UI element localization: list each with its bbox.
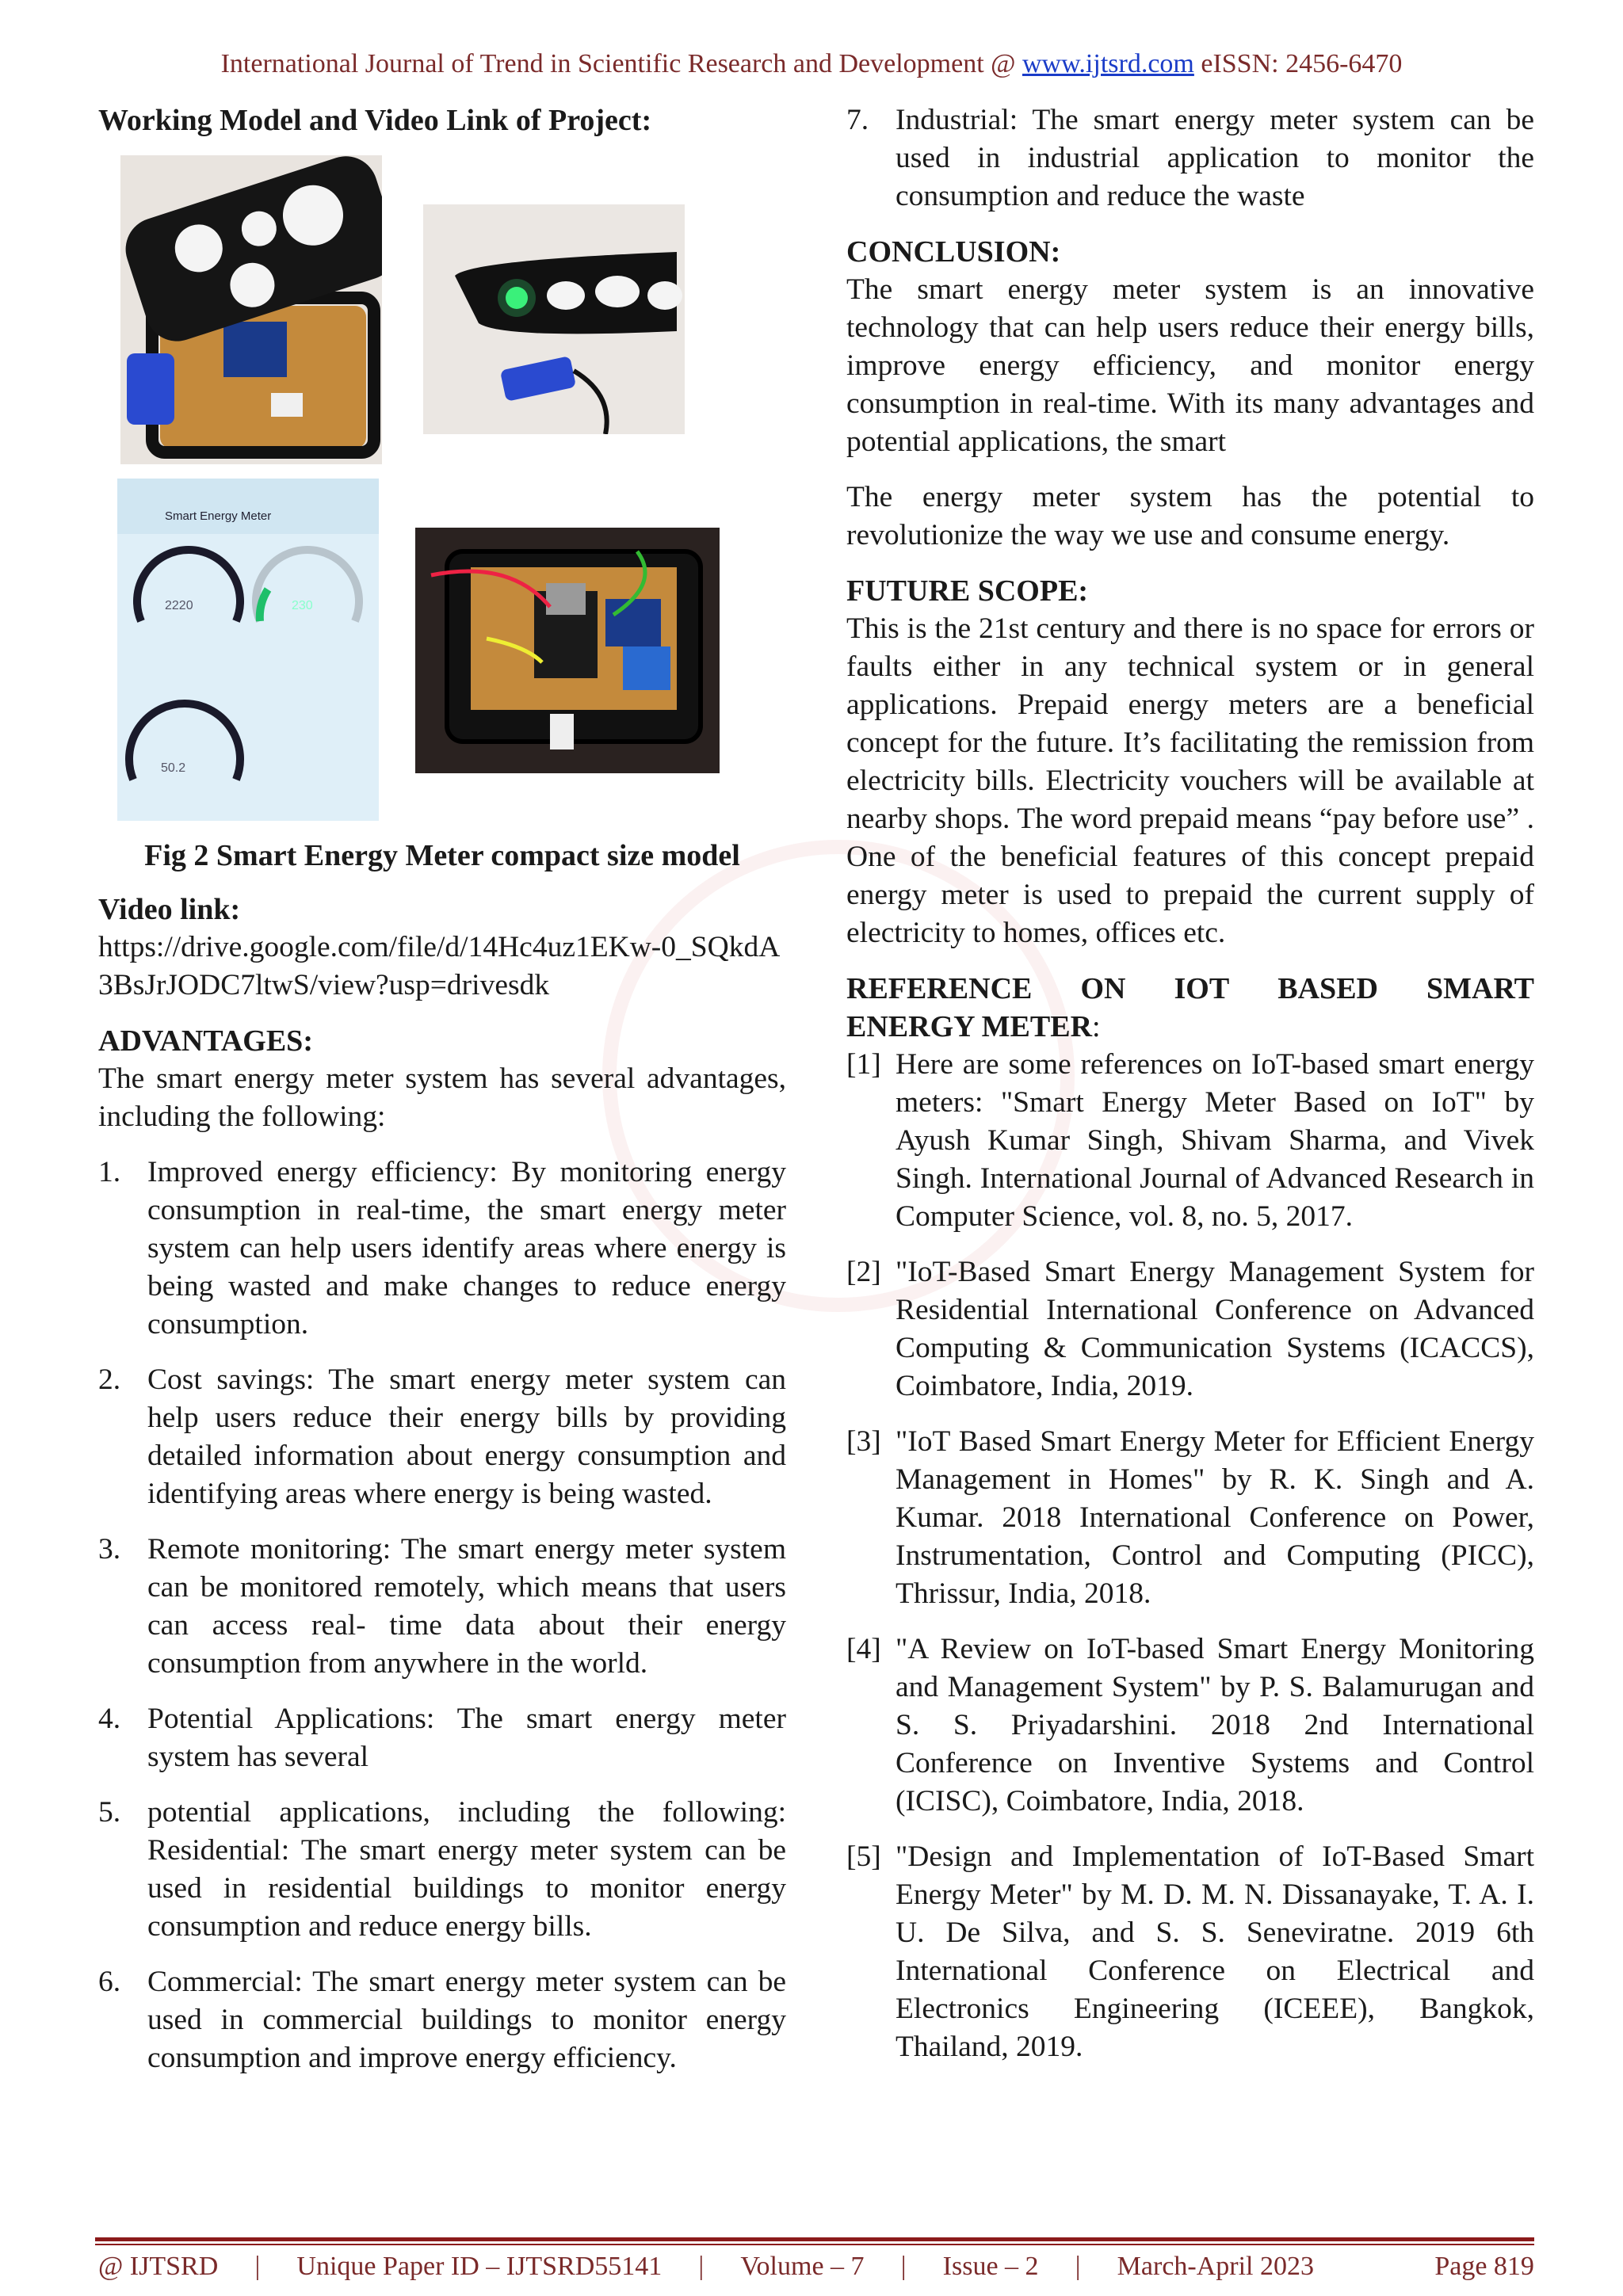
- list-item-text: Industrial: The smart energy meter system can be used in industrial application to monitor the consumption and reduce the waste: [896, 104, 1534, 212]
- advantages-list-continued: [846, 101, 1534, 215]
- list-item-number: 3.: [98, 1533, 121, 1566]
- left-column: [98, 101, 786, 2095]
- references-list: [846, 1046, 1534, 2066]
- list-item: [846, 101, 1534, 215]
- list-item: [98, 1531, 786, 1683]
- page-header: [0, 49, 1623, 79]
- reference-item: [846, 1423, 1534, 1613]
- reference-number: [3]: [846, 1425, 881, 1458]
- heading-word: IOT: [1174, 972, 1230, 1005]
- header-url-link[interactable]: www.ijtsrd.com: [1022, 49, 1194, 78]
- working-model-heading: Working Model and Video Link of Project:: [98, 104, 652, 137]
- list-item-text: Potential Applications: The smart energy meter system has several: [147, 1703, 786, 1773]
- conclusion-paragraph-1: The smart energy meter system is an innovative technology that can help users reduce their energy bills, improve energy efficiency, and monitor energy consumption in real-time. With its many advantages and potential applications, the smart: [846, 273, 1534, 458]
- future-scope-heading: FUTURE SCOPE:: [846, 574, 1089, 608]
- references-section: [846, 970, 1534, 1046]
- reference-item: [846, 1046, 1534, 1236]
- footer-issue: Issue – 2: [942, 2252, 1039, 2281]
- footer-separator: |: [254, 2252, 261, 2281]
- page-footer: [98, 2252, 1534, 2282]
- future-scope-paragraph: This is the 21st century and there is no space for errors or faults either in any technical system or in general applications. Prepaid energy meters are a beneficial concept for the future. It’s facilitating the remission from electricity bills. Electricity vouchers will be available at nearby shops. The word prepaid means “pay before use” . One of the beneficial features of this concept prepaid energy meter is used to prepaid the current supply of electricity to homes, offices etc.: [846, 612, 1534, 949]
- app-title-text: Smart Energy Meter: [165, 509, 272, 523]
- reference-item: [846, 1253, 1534, 1405]
- reference-item: [846, 1630, 1534, 1821]
- reference-text: "IoT Based Smart Energy Meter for Efficient Energy Management in Homes" by R. K. Singh and A. Kumar. 2018 International Conference on Power, Instrumentation, Control and Computing (PICC), Thrissur, India, 2018.: [896, 1425, 1534, 1610]
- advantages-intro: The smart energy meter system has several advantages, including the following:: [98, 1062, 786, 1133]
- heading-word: BASED: [1277, 972, 1378, 1005]
- list-item-text: Improved energy efficiency: By monitoring energy consumption in real-time, the smart energy meter system can help users identify areas where energy is being wasted and make changes to reduce energy consumption.: [147, 1156, 786, 1341]
- footer-paper-id: Unique Paper ID – IJTSRD55141: [296, 2252, 663, 2281]
- gauge-voltage-value: 2220: [165, 599, 193, 612]
- reference-text: "IoT-Based Smart Energy Management System for Residential International Conference on Advanced Computing & Communication Systems (ICACCS), Coimbatore, India, 2019.: [896, 1256, 1534, 1402]
- conclusion-section: [846, 233, 1534, 461]
- gauge-current-value: 230: [292, 599, 313, 612]
- video-link-section: [98, 891, 786, 1005]
- advantages-list: [98, 1154, 786, 2077]
- photo-meter-enclosure-open: [120, 155, 382, 464]
- list-item-text: potential applications, including the following: Residential: The smart energy meter system can be used in residential buildings to monitor energy consumption and reduce energy bills.: [147, 1796, 786, 1943]
- reference-number: [4]: [846, 1633, 881, 1665]
- photo-circuit-board: [415, 528, 720, 773]
- photo-meter-closed-led: [423, 204, 685, 434]
- heading-colon: :: [1092, 1010, 1101, 1043]
- list-item-text: Remote monitoring: The smart energy meter system can be monitored remotely, which means that users can access real- time data about their energy consumption from anywhere in the world.: [147, 1533, 786, 1680]
- list-item: [98, 1700, 786, 1776]
- reference-item: [846, 1838, 1534, 2066]
- footer-separator: |: [1075, 2252, 1081, 2281]
- right-column: [846, 101, 1534, 2084]
- heading-word: REFERENCE: [846, 972, 1033, 1005]
- video-link-heading: Video link:: [98, 893, 241, 926]
- list-item-text: Commercial: The smart energy meter system can be used in commercial buildings to monitor energy consumption and improve energy efficiency.: [147, 1966, 786, 2074]
- advantages-section: [98, 1022, 786, 1136]
- list-item: [98, 1963, 786, 2077]
- list-item: [98, 1361, 786, 1513]
- references-heading-line-2: [846, 1008, 1534, 1046]
- future-scope-section: [846, 572, 1534, 952]
- footer-volume: Volume – 7: [740, 2252, 865, 2281]
- list-item-number: 2.: [98, 1363, 121, 1396]
- figure-2-photo-grid: [98, 155, 786, 829]
- figure-caption: Fig 2 Smart Energy Meter compact size model: [144, 839, 740, 872]
- reference-number: [2]: [846, 1256, 881, 1288]
- list-item-number: 6.: [98, 1966, 121, 1998]
- reference-text: "Design and Implementation of IoT-Based Smart Energy Meter" by M. D. M. N. Dissanayake, T. A. I. U. De Silva, and S. S. Seneviratne. 2019 6th International Conference on Electrical and Electronics Engineering (ICEEE), Bangkok, Thailand, 2019.: [896, 1840, 1534, 2063]
- reference-text: "A Review on IoT-based Smart Energy Monitoring and Management System" by P. S. Balamurugan and S. S. Priyadarshini. 2018 2nd International Conference on Inventive Systems and Control (ICISC), Coimbatore, India, 2018.: [896, 1633, 1534, 1817]
- heading-word: SMART: [1426, 972, 1534, 1005]
- conclusion-section-2: [846, 479, 1534, 555]
- reference-text: Here are some references on IoT-based smart energy meters: "Smart Energy Meter Based on IoT" by Ayush Kumar Singh, Shivam Sharma, and Vivek Singh. International Journal of Advanced Research in Computer Science, vol. 8, no. 5, 2017.: [896, 1048, 1534, 1233]
- list-item-number: 7.: [846, 104, 869, 136]
- list-item-number: 4.: [98, 1703, 121, 1735]
- heading-word: ENERGY METER: [846, 1010, 1093, 1043]
- heading-word: ON: [1080, 972, 1126, 1005]
- list-item-text: Cost savings: The smart energy meter system can help users reduce their energy bills by providing detailed information about energy consumption and identifying areas where energy is being wasted.: [147, 1363, 786, 1510]
- list-item-number: 1.: [98, 1156, 121, 1188]
- photo-phone-app-screen: [117, 479, 379, 821]
- list-item: [98, 1154, 786, 1344]
- conclusion-paragraph-2: The energy meter system has the potential to revolutionize the way we use and consume energy.: [846, 481, 1534, 551]
- video-url-link[interactable]: https://drive.google.com/file/d/14Hc4uz1EKw-0_SQkdA3BsJrJODC7ltwS/view?usp=drivesdk: [98, 931, 781, 1001]
- header-issn: eISSN: 2456-6470: [1201, 49, 1403, 78]
- references-heading: [846, 970, 1534, 1008]
- list-item: [98, 1794, 786, 1946]
- gauge-power-value: 50.2: [161, 761, 186, 775]
- footer-separator: |: [900, 2252, 907, 2281]
- footer-separator: |: [698, 2252, 705, 2281]
- footer-journal: @ IJTSRD: [98, 2252, 219, 2281]
- footer-page-number: Page 819: [1434, 2252, 1534, 2281]
- list-item-number: 5.: [98, 1796, 121, 1829]
- footer-rule-thin: [95, 2244, 1534, 2245]
- footer-date: March-April 2023: [1117, 2252, 1314, 2281]
- advantages-heading: ADVANTAGES:: [98, 1024, 313, 1058]
- reference-number: [5]: [846, 1840, 881, 1873]
- reference-number: [1]: [846, 1048, 881, 1081]
- footer-rule: [95, 2237, 1534, 2241]
- conclusion-heading: CONCLUSION:: [846, 235, 1061, 269]
- header-journal-name: International Journal of Trend in Scientific Research and Development @: [220, 49, 1016, 78]
- footer-spacer: [1350, 2252, 1398, 2282]
